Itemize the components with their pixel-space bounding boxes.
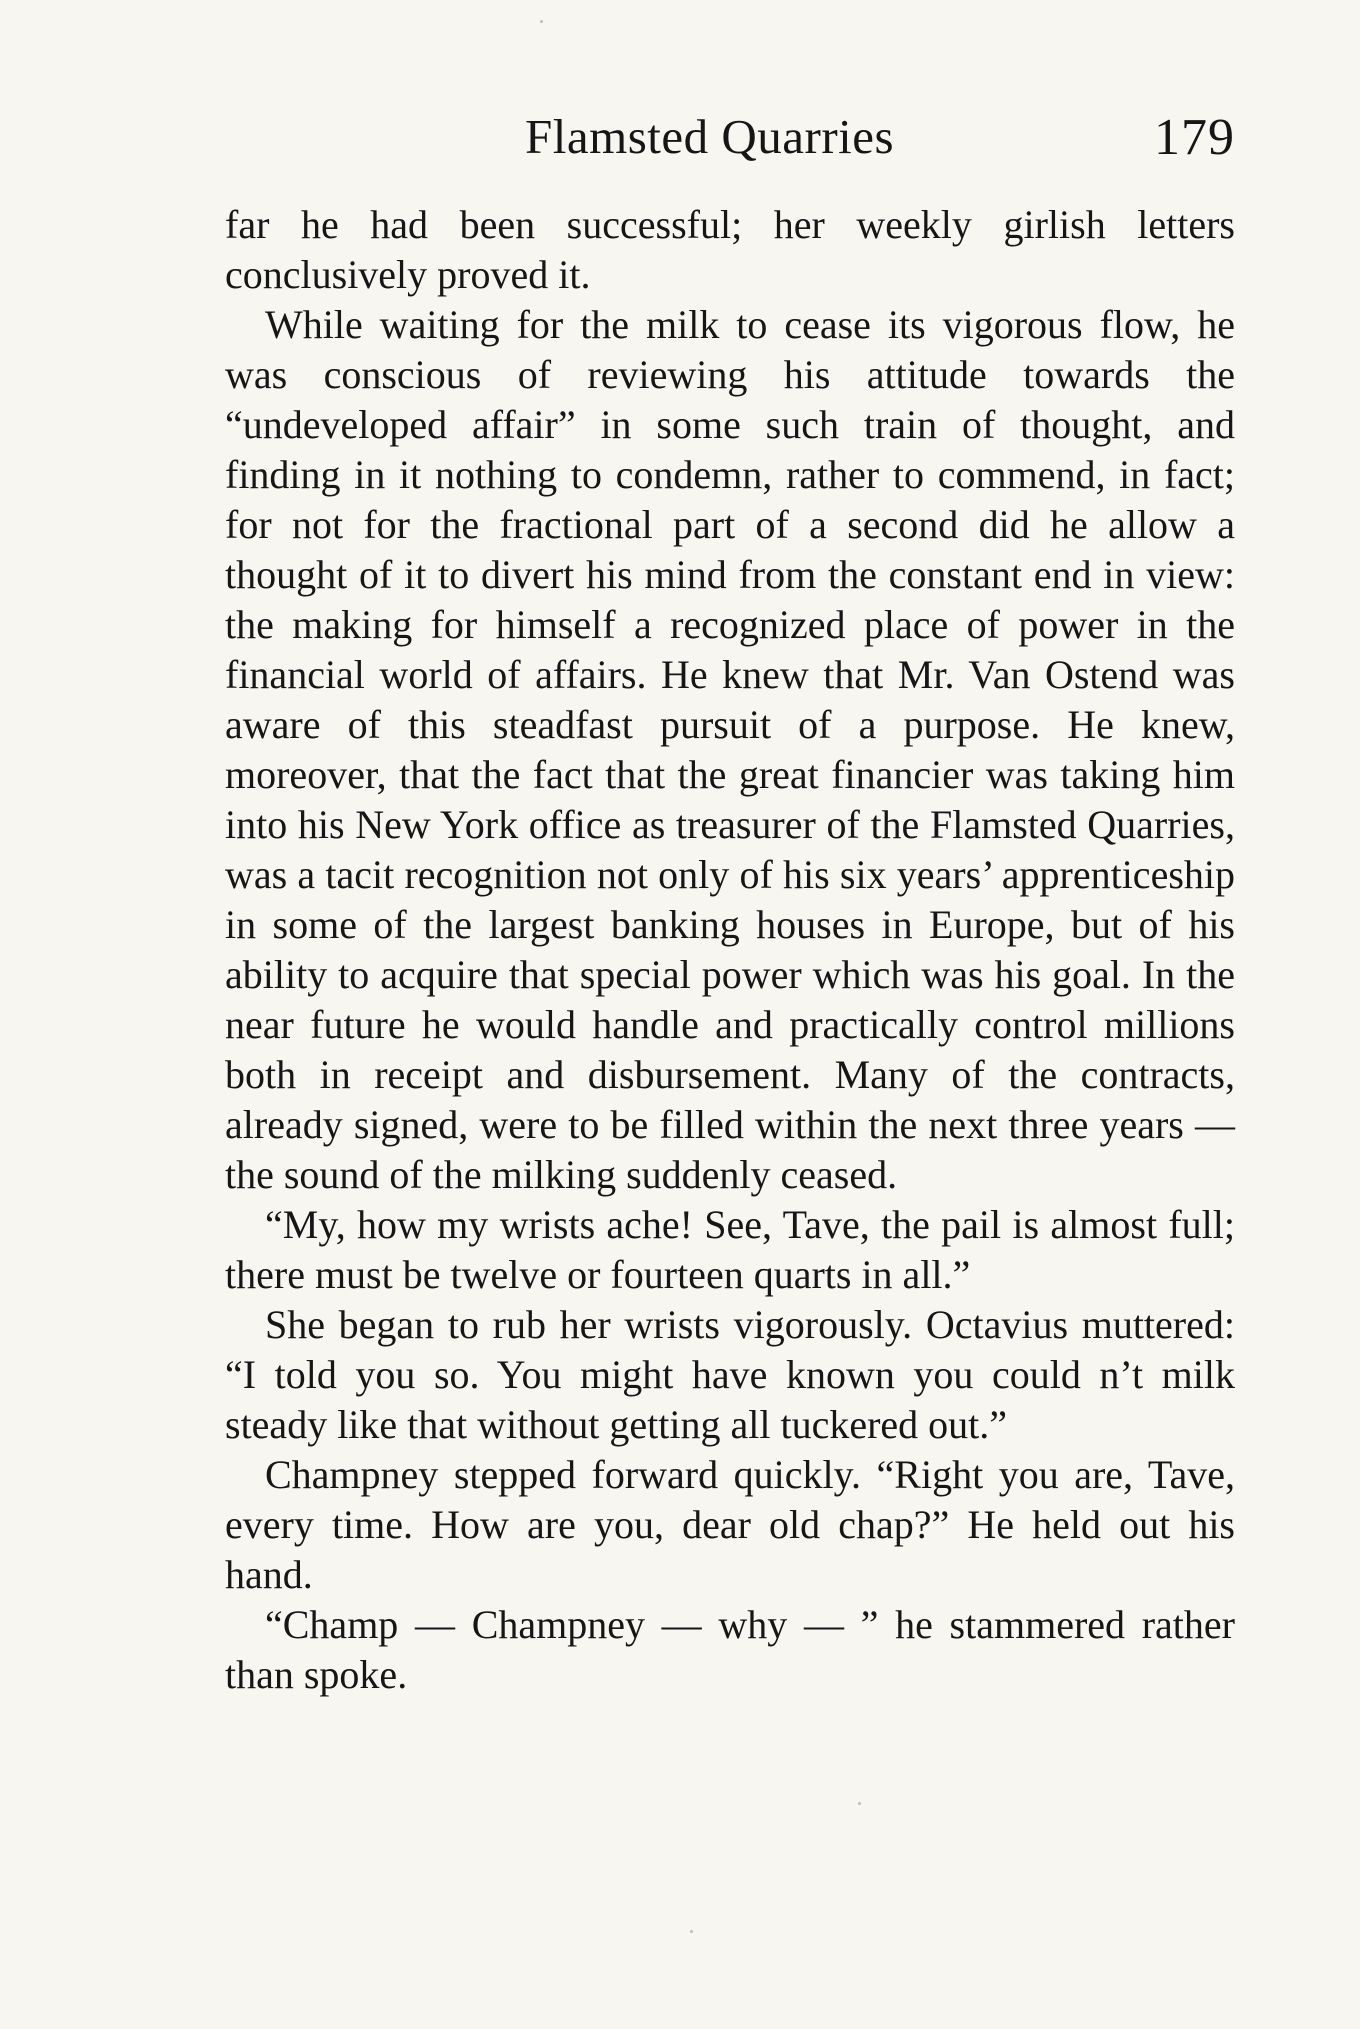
paragraph-continuation: far he had been successful; her weekly girlish letters conclusively proved it. <box>225 202 1235 297</box>
page-number: 179 <box>1154 109 1235 166</box>
paragraph: She began to rub her wrists vigorously. Octavius muttered: “I told you so. You might have known you could n’t milk steady like that without getting all tuckered out.” <box>225 1302 1235 1447</box>
paper-speck <box>540 20 543 23</box>
paragraph: “Champ — Champney — why — ” he stammered rather than spoke. <box>225 1602 1235 1697</box>
paper-speck <box>858 1802 861 1805</box>
paragraph: “My, how my wrists ache! See, Tave, the pail is almost full; there must be twelve or fourteen quarts in all.” <box>225 1202 1235 1297</box>
running-title: Flamsted Quarries <box>525 109 895 164</box>
paragraph: Champney stepped forward quickly. “Right you are, Tave, every time. How are you, dear old chap?” He held out his hand. <box>225 1452 1235 1597</box>
paper-speck <box>690 1930 693 1933</box>
running-head <box>225 108 1235 178</box>
body-text <box>225 200 1235 1700</box>
paragraph: While waiting for the milk to cease its vigorous flow, he was conscious of reviewing his attitude towards the “undeveloped affair” in some such train of thought, and finding in it nothing to condemn, rather to commend, in fact; for not for the fractional part of a second did he allow a thought of it to divert his mind from the constant end in view: the making for himself a recognized place of power in the financial world of affairs. He knew that Mr. Van Ostend was aware of this steadfast pursuit of a purpose. He knew, moreover, that the fact that the great financier was taking him into his New York office as treasurer of the Flamsted Quarries, was a tacit recognition not only of his six years’ apprenticeship in some of the largest banking houses in Europe, but of his ability to acquire that special power which was his goal. In the near future he would handle and practically control millions both in receipt and disbursement. Many of the contracts, already signed, were to be filled within the next three years — the sound of the milking suddenly ceased. <box>225 302 1235 1197</box>
